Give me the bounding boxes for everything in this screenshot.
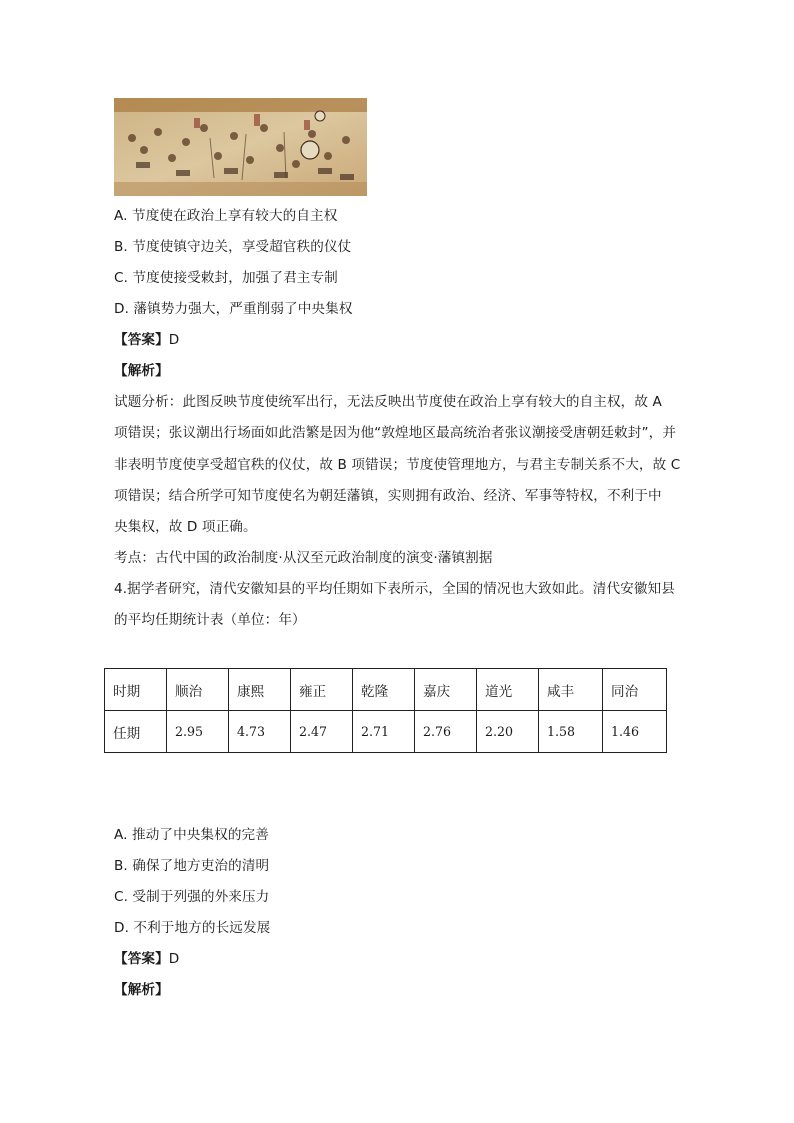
q4-analysis-label: 【解析】: [114, 982, 169, 998]
q3-option-b: B. 节度使镇守边关，享受超官秩的仪仗: [114, 239, 352, 255]
table-cell: 2.95: [167, 711, 229, 753]
mural-image: [114, 98, 367, 196]
answer-label: 【答案】: [114, 951, 169, 967]
q3-option-a: A. 节度使在政治上享有较大的自主权: [114, 208, 338, 224]
table-cell: 道光: [477, 669, 539, 711]
q4-stem-line: 4.据学者研究，清代安徽知县的平均任期如下表所示，全国的情况也大致如此。清代安徽知县: [114, 581, 675, 597]
table-cell: 4.73: [229, 711, 291, 753]
table-cell: 2.76: [415, 711, 477, 753]
table-cell: 1.58: [539, 711, 603, 753]
q4-answer: [114, 950, 179, 968]
q4-option-a: A. 推动了中央集权的完善: [114, 827, 269, 843]
q3-option-d: D. 藩镇势力强大，严重削弱了中央集权: [114, 301, 353, 317]
table-cell: 2.47: [291, 711, 353, 753]
mural-painting: [114, 98, 367, 196]
q4-stem-line: 的平均任期统计表（单位：年）: [114, 612, 306, 628]
table-cell: 康熙: [229, 669, 291, 711]
q3-analysis-line: 央集权，故 D 项正确。: [114, 519, 257, 535]
table-header-row: [105, 669, 667, 711]
answer-value: D: [168, 951, 180, 967]
q3-analysis-label: 【解析】: [114, 363, 169, 379]
table-cell: 2.71: [353, 711, 415, 753]
table-cell: 乾隆: [353, 669, 415, 711]
q3-kaodian: 考点：古代中国的政治制度·从汉至元政治制度的演变·藩镇割据: [114, 550, 493, 566]
table-cell: 2.20: [477, 711, 539, 753]
q3-analysis-line: 项错误；结合所学可知节度使名为朝廷藩镇，实则拥有政治、经济、军事等特权，不利于中: [114, 488, 662, 504]
answer-label: 【答案】: [114, 332, 169, 348]
table-cell: 同治: [603, 669, 667, 711]
q3-answer: [114, 331, 179, 349]
table-cell: 嘉庆: [415, 669, 477, 711]
q3-analysis-line: 非表明节度使享受超官秩的仪仗，故 B 项错误；节度使管理地方，与君主专制关系不大，故 C: [114, 457, 681, 473]
q4-option-d: D. 不利于地方的长远发展: [114, 920, 271, 936]
q3-analysis-line: 试题分析：此图反映节度使统军出行，无法反映出节度使在政治上享有较大的自主权，故 A: [114, 394, 662, 410]
table-cell: 顺治: [167, 669, 229, 711]
q3-option-c: C. 节度使接受敕封，加强了君主专制: [114, 270, 338, 286]
q4-option-c: C. 受制于列强的外来压力: [114, 889, 270, 905]
table-cell: 雍正: [291, 669, 353, 711]
tenure-table: [104, 668, 667, 753]
table-cell: 咸丰: [539, 669, 603, 711]
table-row: [105, 711, 667, 753]
table-cell: 1.46: [603, 711, 667, 753]
table-cell: 任期: [105, 711, 167, 753]
answer-value: D: [168, 332, 180, 348]
q3-analysis-line: 项错误；张议潮出行场面如此浩繁是因为他“敦煌地区最高统治者张议潮接受唐朝廷敕封”，并: [114, 425, 677, 441]
q4-option-b: B. 确保了地方吏治的清明: [114, 858, 270, 874]
table-cell: 时期: [105, 669, 167, 711]
